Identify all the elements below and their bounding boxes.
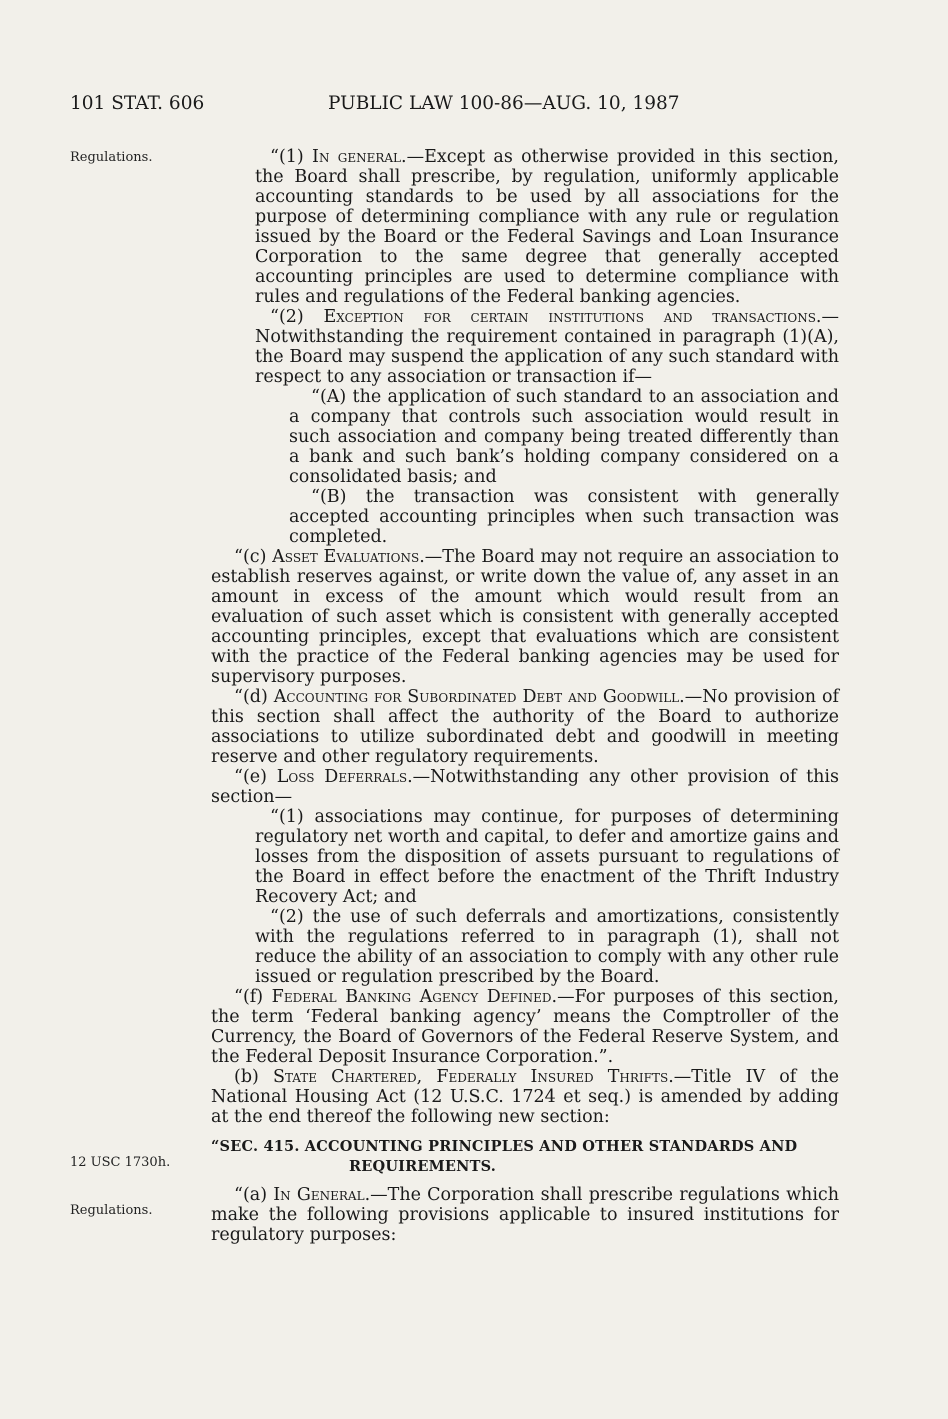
paragraph-d — [211, 687, 839, 767]
f-text: —For purposes of this section, the term ‘Federal banking agency’ means the Comptroller of the Currency, the Board of Governors of the Federal Reserve System, and the Federal Deposit Insurance Corporation.”. — [211, 987, 839, 1067]
p1-heading: In general. — [312, 147, 407, 167]
paragraph-e1 — [211, 807, 839, 907]
e-heading: Loss Deferrals. — [276, 767, 413, 787]
b-text: —Title IV of the National Housing Act (12 U.S.C. 1724 et seq.) is amended by adding at the end thereof the following new section: — [211, 1067, 840, 1127]
e2-text: “(2) the use of such deferrals and amortizations, consistently with the regulations referred to in paragraph (1), shall not reduce the ability of an association to comply with any other rule issued or regulation prescribed by the Board. — [255, 907, 839, 987]
p2-heading: Exception for certain institutions and transactions. — [323, 307, 822, 327]
f-heading: Federal Banking Agency Defined. — [271, 987, 558, 1007]
p2a-text: “(A) the application of such standard to an association and a company that controls such association would result in such association and company being treated differently than a bank and such bank’s holding company considered on a consolidated basis; and — [289, 387, 839, 487]
page-header — [70, 93, 870, 123]
e1-text: “(1) associations may continue, for purposes of determining regulatory net worth and capital, to defer and amortize gains and losses from the disposition of assets pursuant to regulations of the Board in effect before the enactment of the Thrift Industry Recovery Act; and — [255, 807, 839, 907]
p2-label: “(2) — [270, 307, 324, 327]
d-label: “(d) — [234, 687, 274, 707]
public-law-title: PUBLIC LAW 100-86—AUG. 10, 1987 — [328, 93, 680, 114]
margin-note-regulations: Regulations. — [70, 150, 153, 165]
c-heading: Asset Evaluations. — [272, 547, 425, 567]
section-heading-line-2: REQUIREMENTS. — [349, 1158, 497, 1175]
paragraph-e2 — [211, 907, 839, 987]
paragraph-f — [211, 987, 839, 1067]
d-heading: Accounting for Subordinated Debt and Goodwill. — [273, 687, 685, 707]
statute-page-number: 101 STAT. 606 — [70, 93, 205, 114]
section-heading-line-1: “SEC. 415. ACCOUNTING PRINCIPLES AND OTHER STANDARDS AND — [211, 1138, 798, 1155]
paragraph-1 — [211, 147, 839, 307]
p1-text: —Except as otherwise provided in this section, the Board shall prescribe, by regulation, uniformly applicable accounting standards to be used by all associations for the purpose of determining compliance with any rule or regulation issued by the Board or the Federal Savings and Loan Insurance Corporation to the same degree that generally accepted accounting principles are used to determine compliance with rules and regulations of the Federal banking agencies. — [255, 147, 839, 307]
c-text: —The Board may not require an association to establish reserves against, or write down the value of, any asset in an amount in excess of the amount which would result from an evaluation of such asset which is consistent with generally accepted accounting principles, except that evaluations which are consistent with the practice of the Federal banking agencies may be used for supervisory purposes. — [211, 547, 840, 687]
a-text: —The Corporation shall prescribe regulations which make the following provisions applicable to insured institutions for regulatory purposes: — [211, 1185, 839, 1245]
a-heading: In General. — [273, 1185, 371, 1205]
p2-text: —Notwithstanding the requirement contained in paragraph (1)(A), the Board may suspend the application of any such standard with respect to any association or transaction if— — [255, 307, 839, 387]
margin-note-regulations-2: Regulations. — [70, 1203, 153, 1218]
paragraph-2a — [211, 387, 839, 487]
p1-label: “(1) — [270, 147, 313, 167]
margin-note-usc: 12 USC 1730h. — [70, 1155, 171, 1170]
paragraph-a — [211, 1185, 839, 1245]
c-label: “(c) — [234, 547, 273, 567]
e-text: —Notwithstanding any other provision of this section— — [211, 767, 839, 807]
b-label: (b) — [234, 1067, 273, 1087]
body-text — [211, 147, 839, 1245]
e-label: “(e) — [234, 767, 277, 787]
d-text: —No provision of this section shall affect the authority of the Board to authorize associations to utilize subordinated debt and goodwill in meeting reserve and other regulatory requirements. — [211, 687, 839, 767]
paragraph-b — [211, 1067, 839, 1127]
paragraph-2b — [211, 487, 839, 547]
paragraph-e — [211, 767, 839, 807]
f-label: “(f) — [234, 987, 272, 1007]
paragraph-c — [211, 547, 839, 687]
a-label: “(a) — [234, 1185, 274, 1205]
p2b-text: “(B) the transaction was consistent with generally accepted accounting principles when such transaction was completed. — [289, 487, 839, 547]
section-heading — [211, 1137, 839, 1177]
b-heading: State Chartered, Federally Insured Thrifts. — [272, 1067, 674, 1087]
paragraph-2 — [211, 307, 839, 387]
